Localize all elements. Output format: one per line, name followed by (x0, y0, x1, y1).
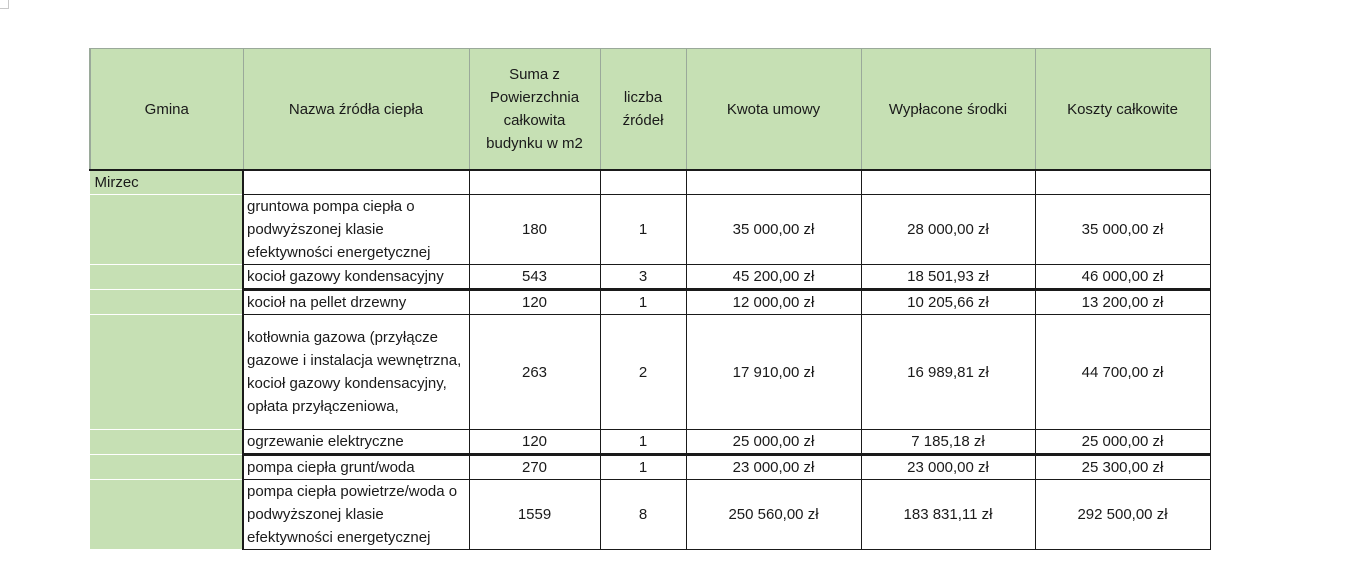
total-cell[interactable]: 25 000,00 zł (1035, 430, 1210, 455)
empty-cell[interactable] (469, 170, 600, 195)
source-name-cell[interactable]: ogrzewanie elektryczne (243, 430, 469, 455)
gmina-cell[interactable] (90, 315, 243, 430)
table-row (90, 480, 1210, 550)
table-row (90, 290, 1210, 315)
count-cell[interactable]: 1 (600, 455, 686, 480)
contract-cell[interactable]: 250 560,00 zł (686, 480, 861, 550)
total-cell[interactable]: 292 500,00 zł (1035, 480, 1210, 550)
area-cell[interactable]: 120 (469, 430, 600, 455)
source-name-cell[interactable]: pompa ciepła powietrze/woda o podwyższonej klasie efektywności energetycznej (243, 480, 469, 550)
contract-cell[interactable]: 12 000,00 zł (686, 290, 861, 315)
header-source-count[interactable]: liczba źródeł (600, 49, 686, 171)
paid-cell[interactable]: 18 501,93 zł (861, 265, 1035, 290)
gmina-cell[interactable] (90, 430, 243, 455)
paid-cell[interactable]: 16 989,81 zł (861, 315, 1035, 430)
total-cell[interactable]: 35 000,00 zł (1035, 195, 1210, 265)
paid-cell[interactable]: 23 000,00 zł (861, 455, 1035, 480)
area-cell[interactable]: 1559 (469, 480, 600, 550)
total-cell[interactable]: 44 700,00 zł (1035, 315, 1210, 430)
paid-cell[interactable]: 183 831,11 zł (861, 480, 1035, 550)
group-row (90, 170, 1210, 195)
count-cell[interactable]: 1 (600, 430, 686, 455)
source-name-cell[interactable]: pompa ciepła grunt/woda (243, 455, 469, 480)
gmina-cell[interactable] (90, 480, 243, 550)
empty-cell[interactable] (243, 170, 469, 195)
count-cell[interactable]: 8 (600, 480, 686, 550)
count-cell[interactable]: 1 (600, 290, 686, 315)
area-cell[interactable]: 120 (469, 290, 600, 315)
table-row (90, 430, 1210, 455)
gmina-name-cell[interactable]: Mirzec (90, 170, 243, 195)
empty-cell[interactable] (600, 170, 686, 195)
total-cell[interactable]: 46 000,00 zł (1035, 265, 1210, 290)
empty-cell[interactable] (686, 170, 861, 195)
gmina-cell[interactable] (90, 265, 243, 290)
source-name-cell[interactable]: kocioł gazowy kondensacyjny (243, 265, 469, 290)
sheet-corner-mark (0, 0, 9, 9)
table-row (90, 455, 1210, 480)
source-name-cell[interactable]: gruntowa pompa ciepła o podwyższonej klasie efektywności energetycznej (243, 195, 469, 265)
source-name-cell[interactable]: kocioł na pellet drzewny (243, 290, 469, 315)
contract-cell[interactable]: 17 910,00 zł (686, 315, 861, 430)
total-cell[interactable]: 25 300,00 zł (1035, 455, 1210, 480)
gmina-cell[interactable] (90, 195, 243, 265)
header-row (90, 49, 1210, 171)
contract-cell[interactable]: 25 000,00 zł (686, 430, 861, 455)
table-row (90, 315, 1210, 430)
area-cell[interactable]: 263 (469, 315, 600, 430)
header-contract-amount[interactable]: Kwota umowy (686, 49, 861, 171)
header-total-costs[interactable]: Koszty całkowite (1035, 49, 1210, 171)
paid-cell[interactable]: 10 205,66 zł (861, 290, 1035, 315)
source-name-cell[interactable]: kotłownia gazowa (przyłącze gazowe i instalacja wewnętrzna, kocioł gazowy kondensacyjny, opłata przyłączeniowa, (243, 315, 469, 430)
table-row (90, 195, 1210, 265)
count-cell[interactable]: 2 (600, 315, 686, 430)
total-cell[interactable]: 13 200,00 zł (1035, 290, 1210, 315)
header-paid-funds[interactable]: Wypłacone środki (861, 49, 1035, 171)
contract-cell[interactable]: 45 200,00 zł (686, 265, 861, 290)
header-gmina[interactable]: Gmina (90, 49, 243, 171)
contract-cell[interactable]: 23 000,00 zł (686, 455, 861, 480)
contract-cell[interactable]: 35 000,00 zł (686, 195, 861, 265)
area-cell[interactable]: 270 (469, 455, 600, 480)
empty-cell[interactable] (1035, 170, 1210, 195)
header-area-sum[interactable]: Suma z Powierzchnia całkowita budynku w m2 (469, 49, 600, 171)
gmina-cell[interactable] (90, 455, 243, 480)
table-row (90, 265, 1210, 290)
area-cell[interactable]: 543 (469, 265, 600, 290)
paid-cell[interactable]: 28 000,00 zł (861, 195, 1035, 265)
gmina-cell[interactable] (90, 290, 243, 315)
header-source-name[interactable]: Nazwa źródła ciepła (243, 49, 469, 171)
paid-cell[interactable]: 7 185,18 zł (861, 430, 1035, 455)
area-cell[interactable]: 180 (469, 195, 600, 265)
heat-source-summary-table (89, 48, 1211, 550)
count-cell[interactable]: 3 (600, 265, 686, 290)
empty-cell[interactable] (861, 170, 1035, 195)
count-cell[interactable]: 1 (600, 195, 686, 265)
